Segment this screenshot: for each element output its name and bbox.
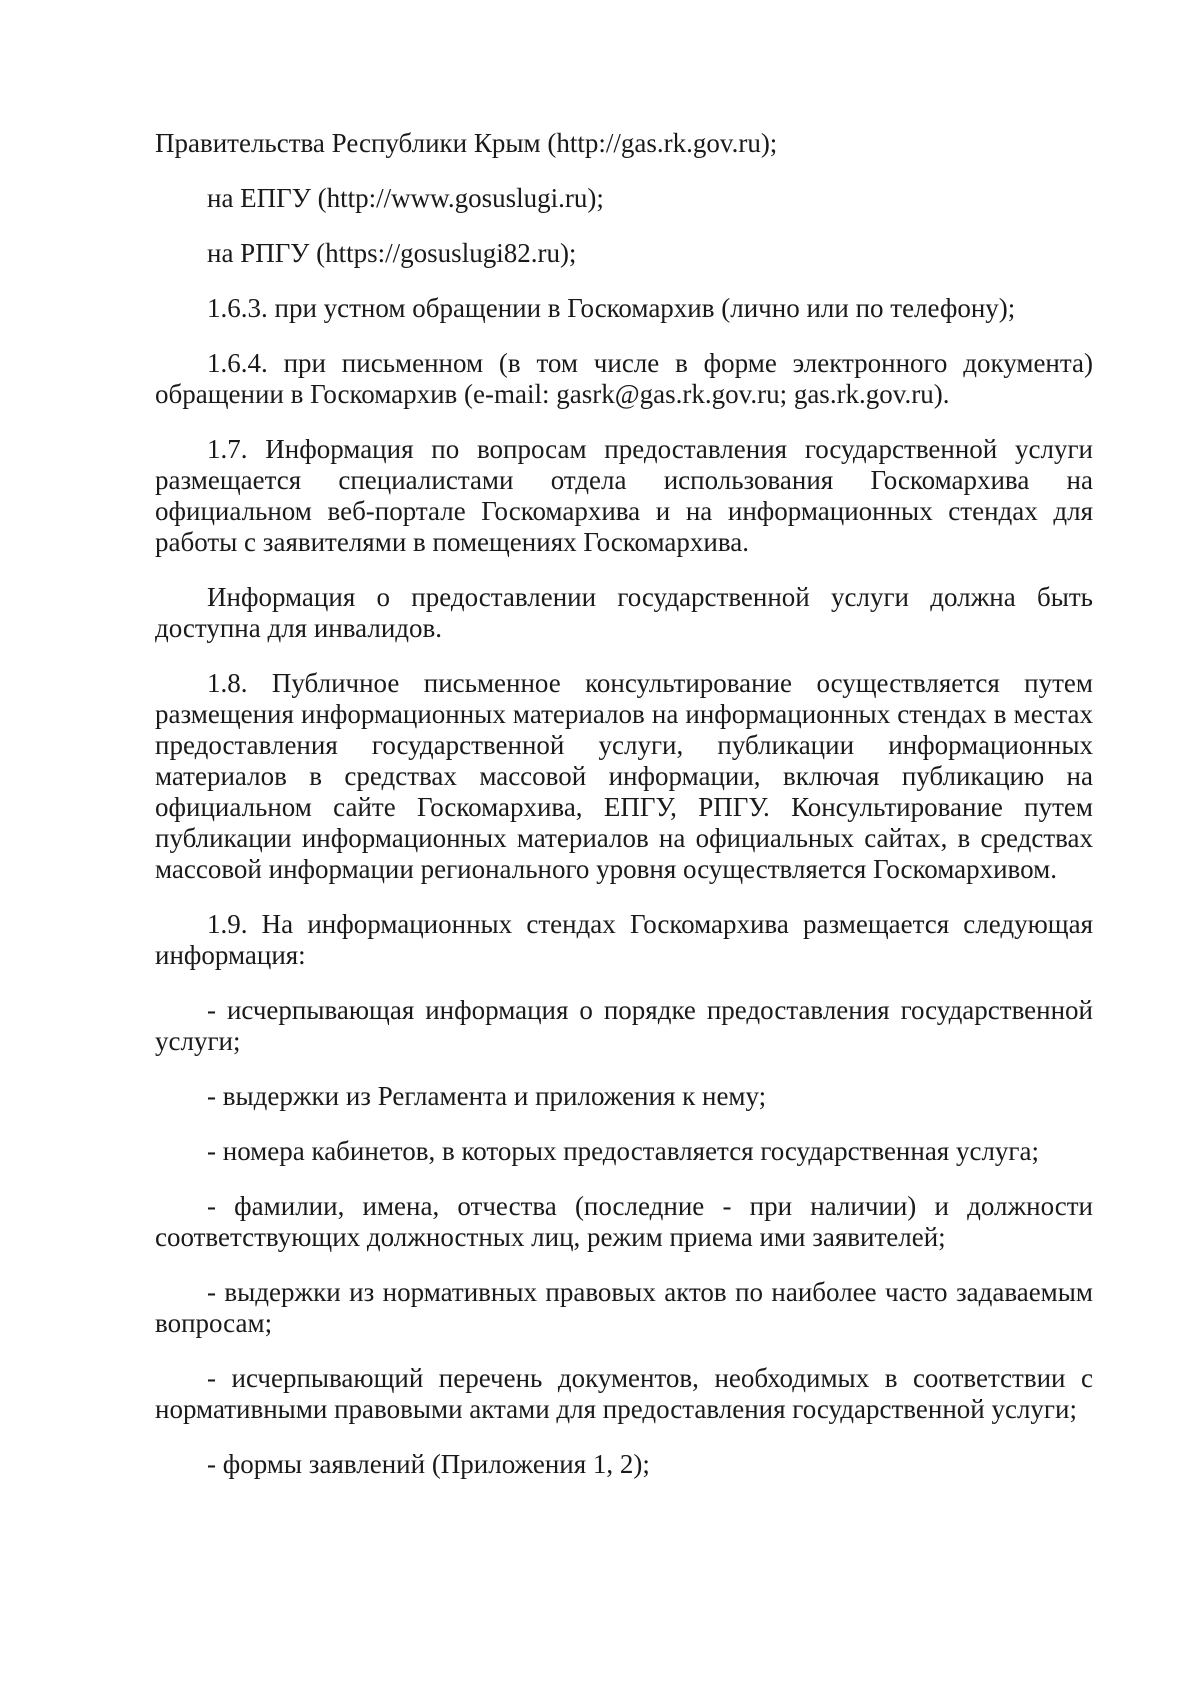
paragraph-1-8: 1.8. Публичное письменное консультирование осуществляется путем размещения информационных материалов на информационных стендах в местах предоставления государственной услуги, публикации информационных материалов в средствах массовой информации, включая публикацию на официальном сайте Госкомархива, ЕПГУ, РПГУ. Консультирование путем публикации информационных материалов на официальных сайтах, в средствах массовой информации регионального уровня осуществляется Госкомархивом. xyxy=(155,668,1093,884)
paragraph-rpgu: на РПГУ (https://gosuslugi82.ru); xyxy=(207,238,577,268)
list-item-documents-list: - исчерпывающий перечень документов, необходимых в соответствии с нормативными правовыми актами для предоставления государственной услуги; xyxy=(155,1363,1093,1424)
paragraph-accessibility: Информация о предоставлении государственной услуги должна быть доступна для инвалидов. xyxy=(155,582,1093,643)
paragraph-1-9: 1.9. На информационных стендах Госкомархива размещается следующая информация: xyxy=(155,909,1093,970)
paragraph-epgu: на ЕПГУ (http://www.gosuslugi.ru); xyxy=(207,183,604,213)
paragraph-1-7: 1.7. Информация по вопросам предоставления государственной услуги размещается специалистами отдела использования Госкомархива на официальном веб-портале Госкомархива и на информационных стендах для работы с заявителями в помещениях Госкомархива. xyxy=(155,434,1093,557)
list-item-officials: - фамилии, имена, отчества (последние - при наличии) и должности соответствующих должностных лиц, режим приема ими заявителей; xyxy=(155,1191,1093,1252)
list-item-office-numbers: - номера кабинетов, в которых предоставляется государственная услуга; xyxy=(207,1136,1039,1166)
paragraph-gov-website: Правительства Республики Крым (http://gas.rk.gov.ru); xyxy=(155,128,778,158)
list-item-legal-excerpts: - выдержки из нормативных правовых актов по наиболее часто задаваемым вопросам; xyxy=(155,1277,1093,1338)
document-body xyxy=(155,128,1093,1504)
list-item-application-forms: - формы заявлений (Приложения 1, 2); xyxy=(207,1449,650,1479)
list-item-info-procedure: - исчерпывающая информация о порядке предоставления государственной услуги; xyxy=(155,995,1093,1056)
list-item-regulation-excerpts: - выдержки из Регламента и приложения к нему; xyxy=(207,1081,767,1111)
paragraph-1-6-3: 1.6.3. при устном обращении в Госкомархив (лично или по телефону); xyxy=(207,293,1016,323)
paragraph-1-6-4: 1.6.4. при письменном (в том числе в форме электронного документа) обращении в Госкомархив (e-mail: gasrk@gas.rk.gov.ru; gas.rk.gov.ru). xyxy=(155,348,1093,409)
